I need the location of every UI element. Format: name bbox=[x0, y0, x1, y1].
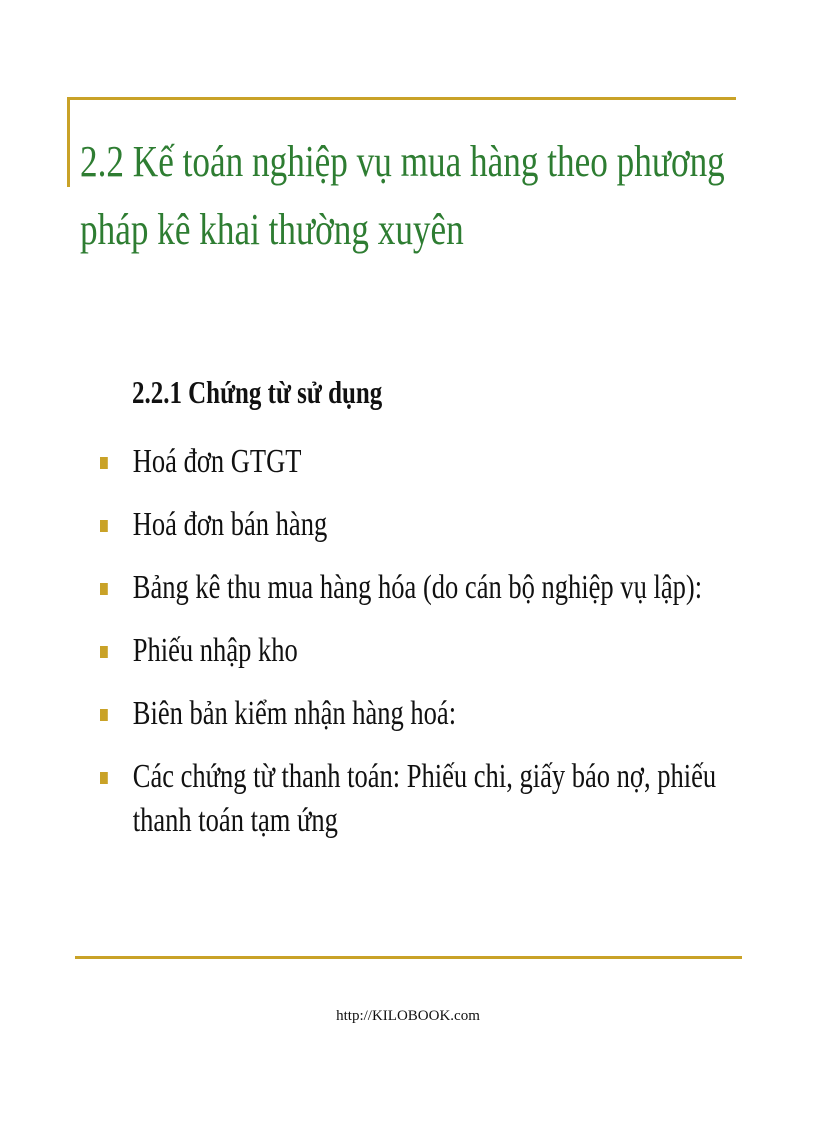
list-item bbox=[100, 629, 747, 673]
document-list bbox=[100, 440, 747, 862]
square-bullet-icon bbox=[100, 646, 108, 658]
bottom-divider bbox=[75, 956, 742, 959]
list-item bbox=[100, 566, 747, 610]
list-item-text: Hoá đơn GTGT bbox=[132, 443, 302, 480]
list-item bbox=[100, 755, 747, 843]
slide-title: 2.2 Kế toán nghiệp vụ mua hàng theo phương pháp kê khai thường xuyên bbox=[80, 137, 725, 254]
top-divider bbox=[67, 97, 736, 100]
list-item bbox=[100, 692, 747, 736]
footer-url: http://KILOBOOK.com bbox=[336, 1008, 480, 1024]
list-item bbox=[100, 503, 747, 547]
square-bullet-icon bbox=[100, 772, 108, 784]
list-item-text: Biên bản kiểm nhận hàng hoá: bbox=[132, 695, 457, 732]
square-bullet-icon bbox=[100, 457, 108, 469]
list-item bbox=[100, 440, 747, 484]
square-bullet-icon bbox=[100, 709, 108, 721]
square-bullet-icon bbox=[100, 520, 108, 532]
list-item-text: Hoá đơn bán hàng bbox=[132, 506, 328, 543]
list-item-text: Các chứng từ thanh toán: Phiếu chi, giấy báo nợ, phiếu thanh toán tạm ứng bbox=[132, 758, 717, 839]
list-item-text: Bảng kê thu mua hàng hóa (do cán bộ nghiệp vụ lập): bbox=[132, 569, 703, 606]
title-side-divider bbox=[67, 97, 70, 187]
square-bullet-icon bbox=[100, 583, 108, 595]
list-item-text: Phiếu nhập kho bbox=[132, 632, 298, 669]
section-subtitle: 2.2.1 Chứng từ sử dụng bbox=[132, 374, 383, 410]
